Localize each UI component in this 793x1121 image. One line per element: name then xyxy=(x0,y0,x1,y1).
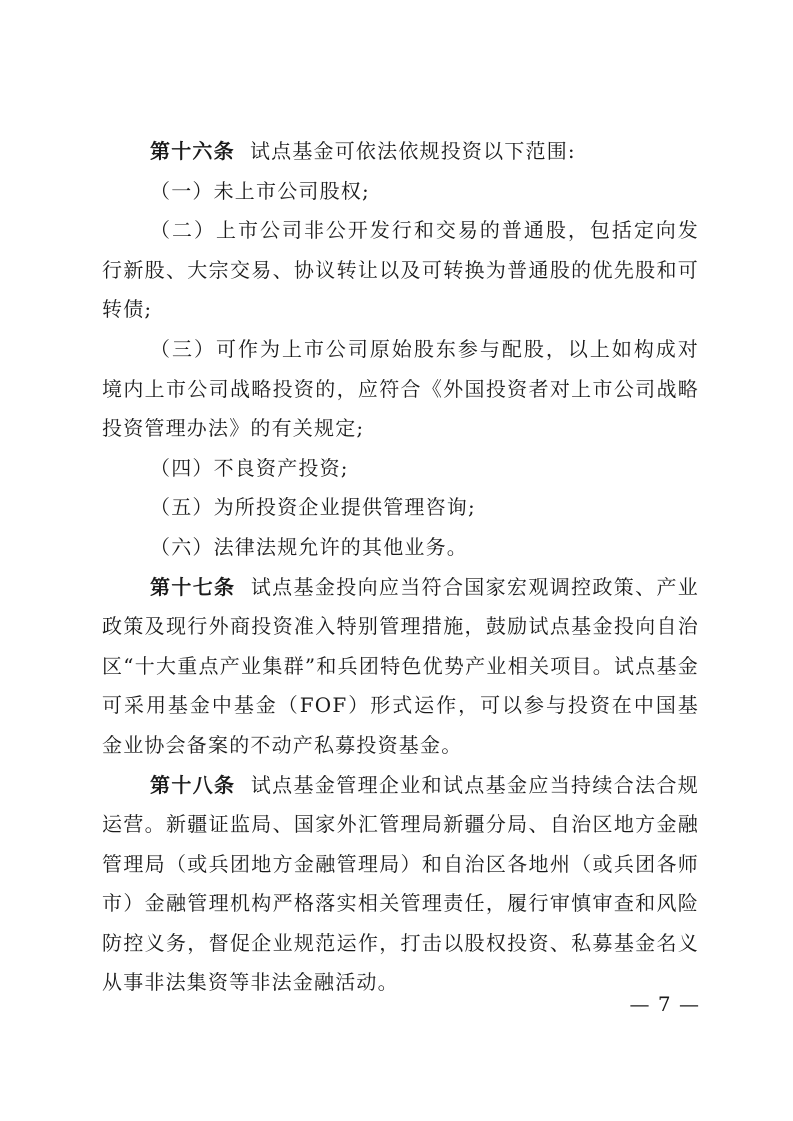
list-item: （二）上市公司非公开发行和交易的普通股，包括定向发行新股、大宗交易、协议转让以及可转换为普通股的优先股和可转债; xyxy=(102,218,699,322)
list-item: （五）为所投资企业提供管理咨询; xyxy=(150,495,476,520)
article-17 xyxy=(102,568,699,766)
article-18 xyxy=(102,766,699,1004)
list-item: （六）法律法规允许的其他业务。 xyxy=(150,534,468,559)
article-text: 试点基金投向应当符合国家宏观调控政策、产业政策及现行外商投资准入特别管理措施，鼓励试点基金投向自治区“十大重点产业集群”和兵团特色优势产业相关项目。试点基金可采用基金中基金（FOF）形式运作，可以参与投资在中国基金业协会备案的不动产私募投资基金。 xyxy=(102,574,699,757)
article-title: 第十七条 xyxy=(150,574,236,599)
article-16 xyxy=(102,132,699,172)
list-item: （一）未上市公司股权; xyxy=(150,178,370,203)
list-item: （四）不良资产投资; xyxy=(150,455,349,480)
page-number: — 7 — xyxy=(629,992,700,1016)
document-body xyxy=(102,132,699,1003)
article-title: 第十六条 xyxy=(150,139,235,163)
article-text: 试点基金可依法依规投资以下范围: xyxy=(249,139,576,163)
article-title: 第十八条 xyxy=(150,772,236,797)
article-text: 试点基金管理企业和试点基金应当持续合法合规运营。新疆证监局、国家外汇管理局新疆分局、自治区地方金融管理局（或兵团地方金融管理局）和自治区各地州（或兵团各师市）金融管理机构严格落实相关管理责任，履行审慎审查和风险防控义务，督促企业规范运作，打击以股权投资、私募基金名义从事非法集资等非法金融活动。 xyxy=(102,772,699,995)
list-item: （三）可作为上市公司原始股东参与配股，以上如构成对境内上市公司战略投资的，应符合《外国投资者对上市公司战略投资管理办法》的有关规定; xyxy=(102,336,699,441)
